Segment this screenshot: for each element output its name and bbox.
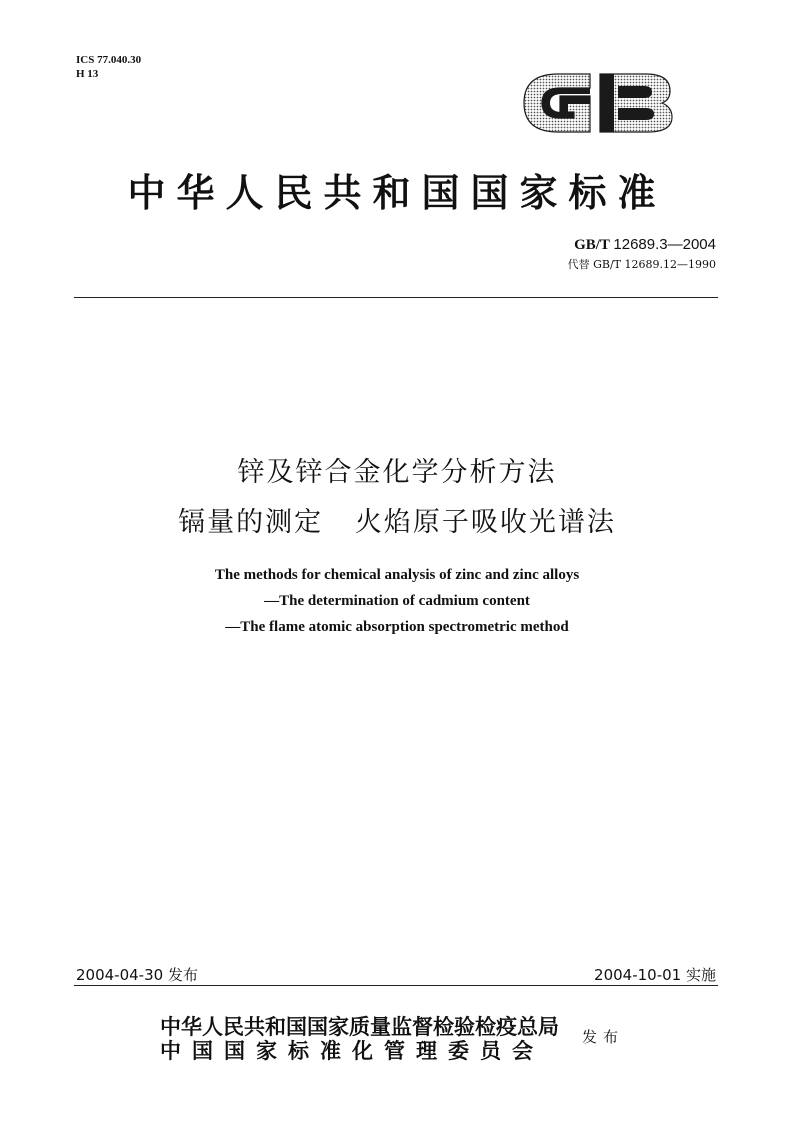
standard-number-prefix: GB/T — [574, 237, 610, 253]
replaces-standard: 代替 GB/T 12689.12—1990 — [567, 258, 716, 271]
category-code: H 13 — [76, 68, 99, 80]
issuer-aqsiq: 中华人民共和国国家质量监督检验检疫总局 — [160, 1014, 559, 1039]
issue-date: 2004-04-30 发布 — [76, 966, 198, 984]
document-title-en-line1: The methods for chemical analysis of zinc and zinc alloys — [214, 567, 580, 583]
document-title-cn-line2: 镉量的测定 火焰原子吸收光谱法 — [178, 507, 616, 538]
standard-number-value: 12689.3—2004 — [613, 236, 716, 253]
standard-number — [574, 236, 716, 254]
top-divider — [74, 297, 718, 298]
national-standard-title: 中华人民共和国国家标准 — [127, 170, 667, 215]
ics-code: ICS 77.040.30 — [76, 54, 142, 66]
document-title-en-line3: —The flame atomic absorption spectrometric method — [225, 619, 569, 635]
document-title-en-line2: —The determination of cadmium content — [264, 593, 530, 609]
gb-logo — [518, 60, 676, 146]
document-title-cn-line1: 锌及锌合金化学分析方法 — [237, 457, 557, 488]
publish-label: 发布 — [582, 1028, 625, 1046]
classification-codes — [76, 53, 141, 81]
effective-date: 2004-10-01 实施 — [594, 966, 716, 984]
issuer-sac: 中国国家标准化管理委员会 — [160, 1038, 544, 1063]
bottom-divider — [74, 985, 718, 986]
